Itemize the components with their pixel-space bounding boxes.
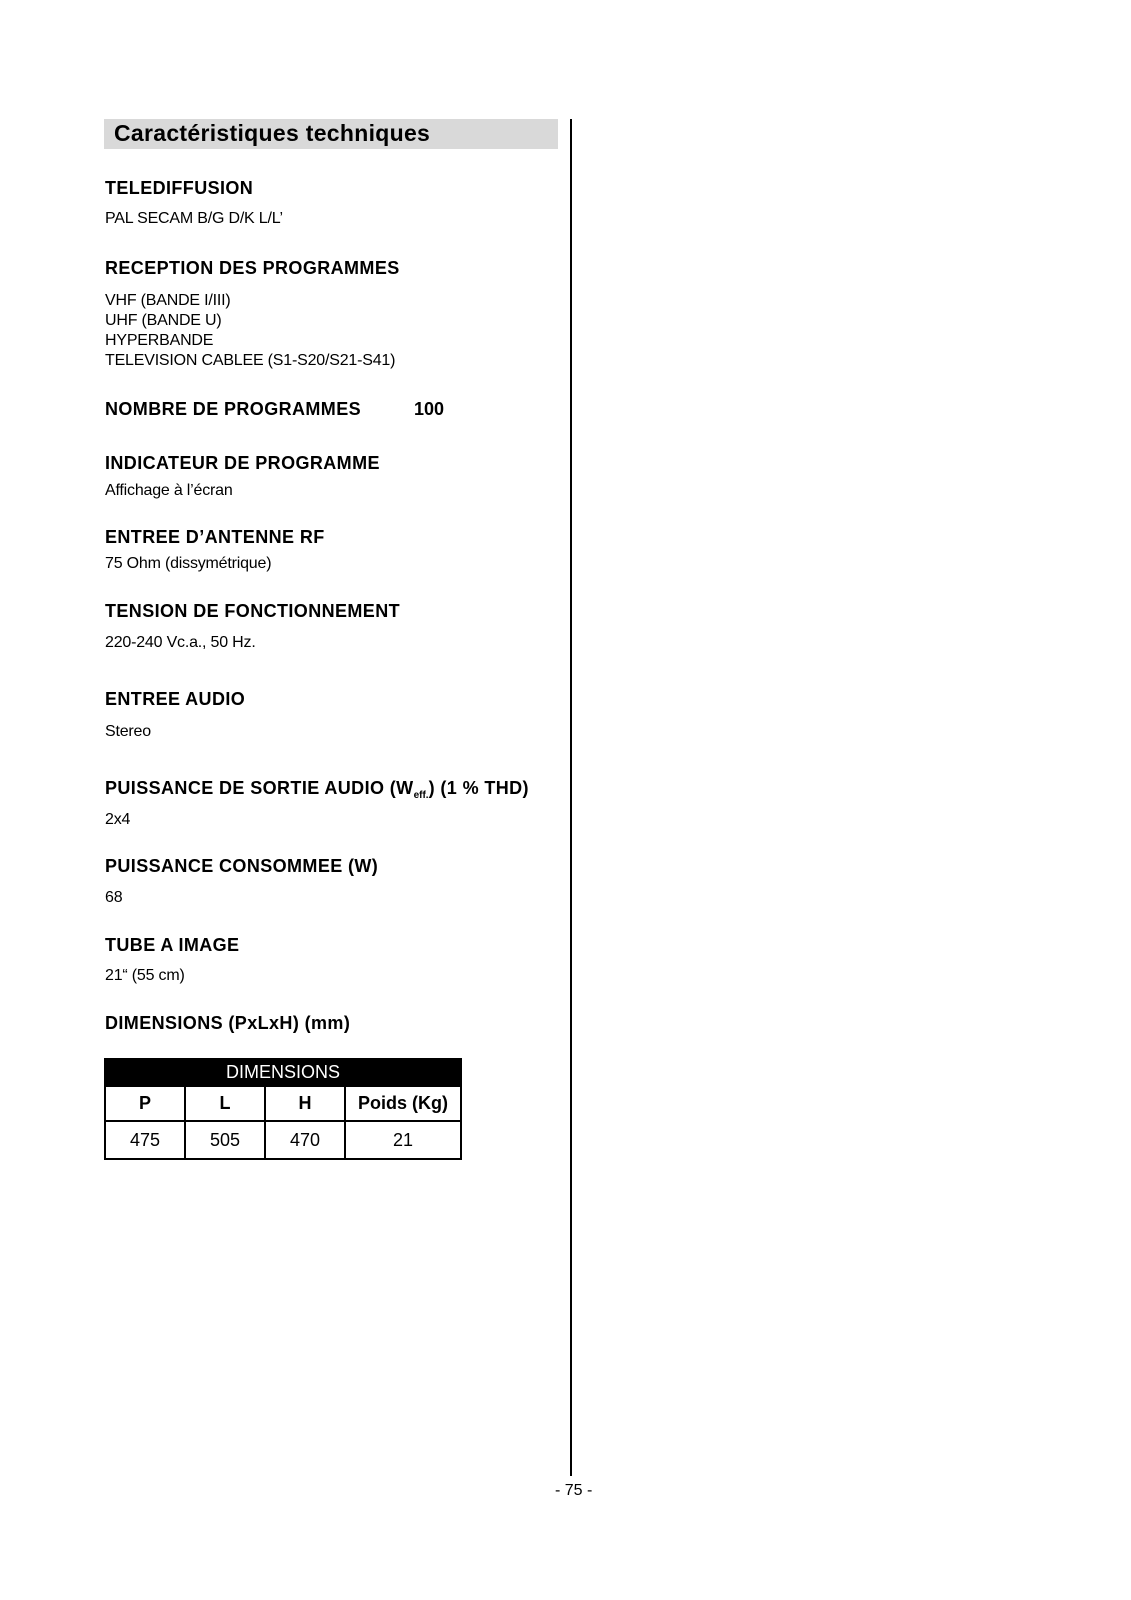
dimensions-table: [104, 1058, 462, 1160]
heading-programmes: NOMBRE DE PROGRAMMES: [105, 399, 362, 419]
text-consommation: 68: [105, 889, 123, 906]
dimensions-header-h: H: [265, 1086, 345, 1121]
heading-antenne: ENTREE D’ANTENNE RF: [105, 527, 325, 547]
heading-tube: TUBE A IMAGE: [105, 935, 240, 955]
value-programmes: 100: [414, 399, 445, 419]
text-reception-line-2: UHF (BANDE U): [105, 312, 222, 329]
text-reception-line-4: TELEVISION CABLEE (S1-S20/S21-S41): [105, 352, 396, 369]
dimensions-header-poids: Poids (Kg): [345, 1086, 461, 1121]
page-number: - 75 -: [555, 1482, 593, 1499]
heading-audio-out-sub: eff.: [413, 790, 429, 801]
heading-telediffusion: TELEDIFFUSION: [105, 178, 254, 198]
text-reception-line-1: VHF (BANDE I/III): [105, 292, 231, 309]
text-telediffusion: PAL SECAM B/G D/K L/L’: [105, 210, 283, 227]
dimensions-value-p: 475: [105, 1121, 185, 1159]
dimensions-value-l: 505: [185, 1121, 265, 1159]
heading-tension: TENSION DE FONCTIONNEMENT: [105, 601, 401, 621]
text-audio-in: Stereo: [105, 723, 151, 740]
page-title-bar: [104, 119, 558, 149]
heading-audio-out-post: ) (1 % THD): [428, 778, 529, 798]
dimensions-table-caption: DIMENSIONS: [105, 1059, 461, 1086]
text-audio-out: 2x4: [105, 811, 131, 828]
heading-audio-in: ENTREE AUDIO: [105, 689, 246, 709]
heading-indicateur: INDICATEUR DE PROGRAMME: [105, 453, 380, 473]
heading-consommation: PUISSANCE CONSOMMEE (W): [105, 856, 379, 876]
page-title: Caractéristiques techniques: [114, 120, 431, 146]
column-divider: [570, 119, 572, 1476]
dimensions-table-header-row: [105, 1086, 461, 1121]
text-tension: 220-240 Vc.a., 50 Hz.: [105, 634, 256, 651]
text-indicateur: Affichage à l’écran: [105, 482, 233, 499]
dimensions-value-h: 470: [265, 1121, 345, 1159]
dimensions-value-poids: 21: [345, 1121, 461, 1159]
heading-reception: RECEPTION DES PROGRAMMES: [105, 258, 400, 278]
text-tube: 21“ (55 cm): [105, 967, 185, 984]
text-reception-line-3: HYPERBANDE: [105, 332, 214, 349]
dimensions-header-p: P: [105, 1086, 185, 1121]
heading-audio-out: [105, 778, 529, 801]
dimensions-table-value-row: [105, 1121, 461, 1159]
heading-audio-out-pre: PUISSANCE DE SORTIE AUDIO (W: [105, 778, 414, 798]
heading-dimensions: DIMENSIONS (PxLxH) (mm): [105, 1013, 351, 1033]
dimensions-header-l: L: [185, 1086, 265, 1121]
text-antenne: 75 Ohm (dissymétrique): [105, 555, 272, 572]
